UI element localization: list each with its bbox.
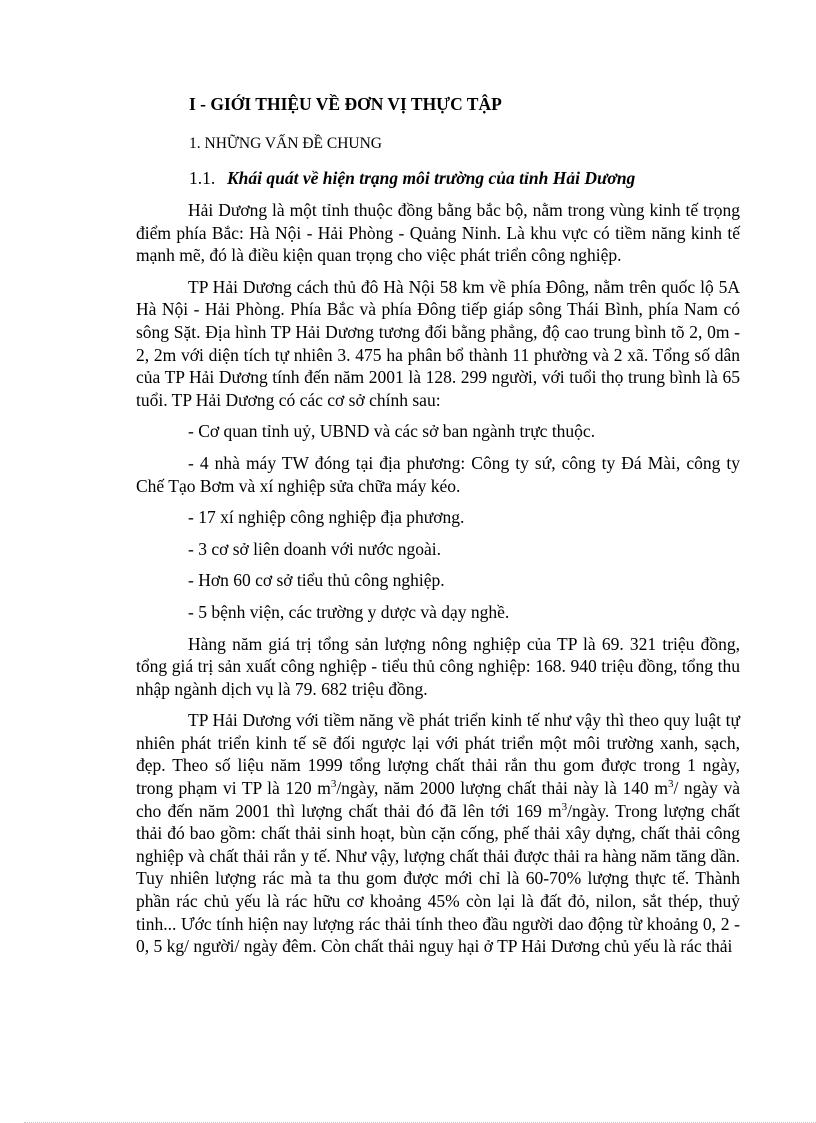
subsection-number: 1.1. [189,168,216,188]
waste-text-part-4: /ngày. Trong lượng chất thải đó bao gồm: chất thải sinh hoạt, bùn cặn cống, phế thải xây dựng, chất thải công nghiệp và chất thải rắn y tế. Như vậy, lượng chất thải được thải ra hàng năm tăng dần. Tuy nhiên lượng rác mà ta thu gom được mới chỉ là 60-70% lượng thực tế. Thành phần rác chủ yếu là rác hữu cơ khoảng 45% còn lại là đất đỏ, nilon, sắt thép, thuỷ tinh... Ước tính hiện nay lượng rác thải tính theo đầu người dao động từ khoảng 0, 2 - 0, 5 kg/ người/ ngày đêm. Còn chất thải nguy hại ở TP Hải Dương chủ yếu là rác thải [136,800,740,957]
paragraph-geography: TP Hải Dương cách thủ đô Hà Nội 58 km về phía Đông, nằm trên quốc lộ 5A Hà Nội - Hải Phòng. Phía Bắc và phía Đông tiếp giáp sông Thái Bình, phía Nam có sông Sặt. Địa hình TP Hải Dương tương đối bằng phẳng, độ cao trung bình tõ 2, 0m - 2, 2m với diện tích tự nhiên 3. 475 ha phân bổ thành 11 phường và 2 xã. Tổng số dân của TP Hải Dương tính đến năm 2001 là 128. 299 người, với tuổi thọ trung bình là 65 tuổi. TP Hải Dương có các cơ sở chính sau: [136,276,740,410]
paragraph-intro: Hải Dương là một tỉnh thuộc đồng bằng bắc bộ, nằm trong vùng kinh tế trọng điểm phía Bắc: Hà Nội - Hải Phòng - Quảng Ninh. Là khu vực có tiềm năng kinh tế mạnh mẽ, đó là điều kiện quan trọng cho việc phát triển công nghiệp. [136,200,740,266]
superscript-cubic: 3 [330,778,337,791]
bullet-item: - 4 nhà máy TW đóng tại địa phương: Công ty sứ, công ty Đá Mài, công ty Chế Tạo Bơm và xí nghiệp sửa chữa máy kéo. [136,452,740,496]
bullet-item: - Hơn 60 cơ sở tiểu thủ công nghiệp. [188,570,445,591]
superscript-cubic: 3 [561,800,568,813]
subsection-title-text: Khái quát về hiện trạng môi trường của tỉnh Hải Dương [227,168,636,188]
section-heading: I - GIỚI THIỆU VỀ ĐƠN VỊ THỰC TẬP [189,94,502,114]
superscript-cubic: 3 [667,778,674,791]
bullet-item: - 17 xí nghiệp công nghiệp địa phương. [188,507,465,528]
waste-text-part-1: TP Hải Dương với tiềm năng về phát triển kinh tế như vậy thì theo quy luật tự nhiên phát triển kinh tế sẽ đối ngược lại với phát triển một môi trường xanh, sạch, đẹp. Theo số liệu năm 1999 tổng lượng chất thải rắn thu gom được trong 1 ngày, trong phạm vi TP là 120 m [136,710,740,799]
subsection-heading: 1. NHỮNG VẤN ĐỀ CHUNG [189,135,383,152]
bullet-item: - Cơ quan tỉnh uỷ, UBND và các sở ban ngành trực thuộc. [188,421,596,442]
paragraph-economy: Hàng năm giá trị tổng sản lượng nông nghiệp của TP là 69. 321 triệu đồng, tổng giá trị sản xuất công nghiệp - tiểu thủ công nghiệp: 168. 940 triệu đồng, tổng thu nhập ngành dịch vụ là 79. 682 triệu đồng. [136,633,740,699]
document-body [136,92,740,958]
subsection-title [189,166,740,190]
bullet-item: - 5 bệnh viện, các trường y dược và dạy nghề. [188,601,510,622]
paragraph-waste [136,709,740,958]
bullet-item: - 3 cơ sở liên doanh với nước ngoài. [188,538,442,559]
waste-text-part-2: /ngày, năm 2000 lượng chất thải này là 140 m [336,778,668,799]
waste-text-part-3: / ngày và cho đến năm 2001 thì lượng chất thải đó đã lên tới 169 m [136,778,740,821]
